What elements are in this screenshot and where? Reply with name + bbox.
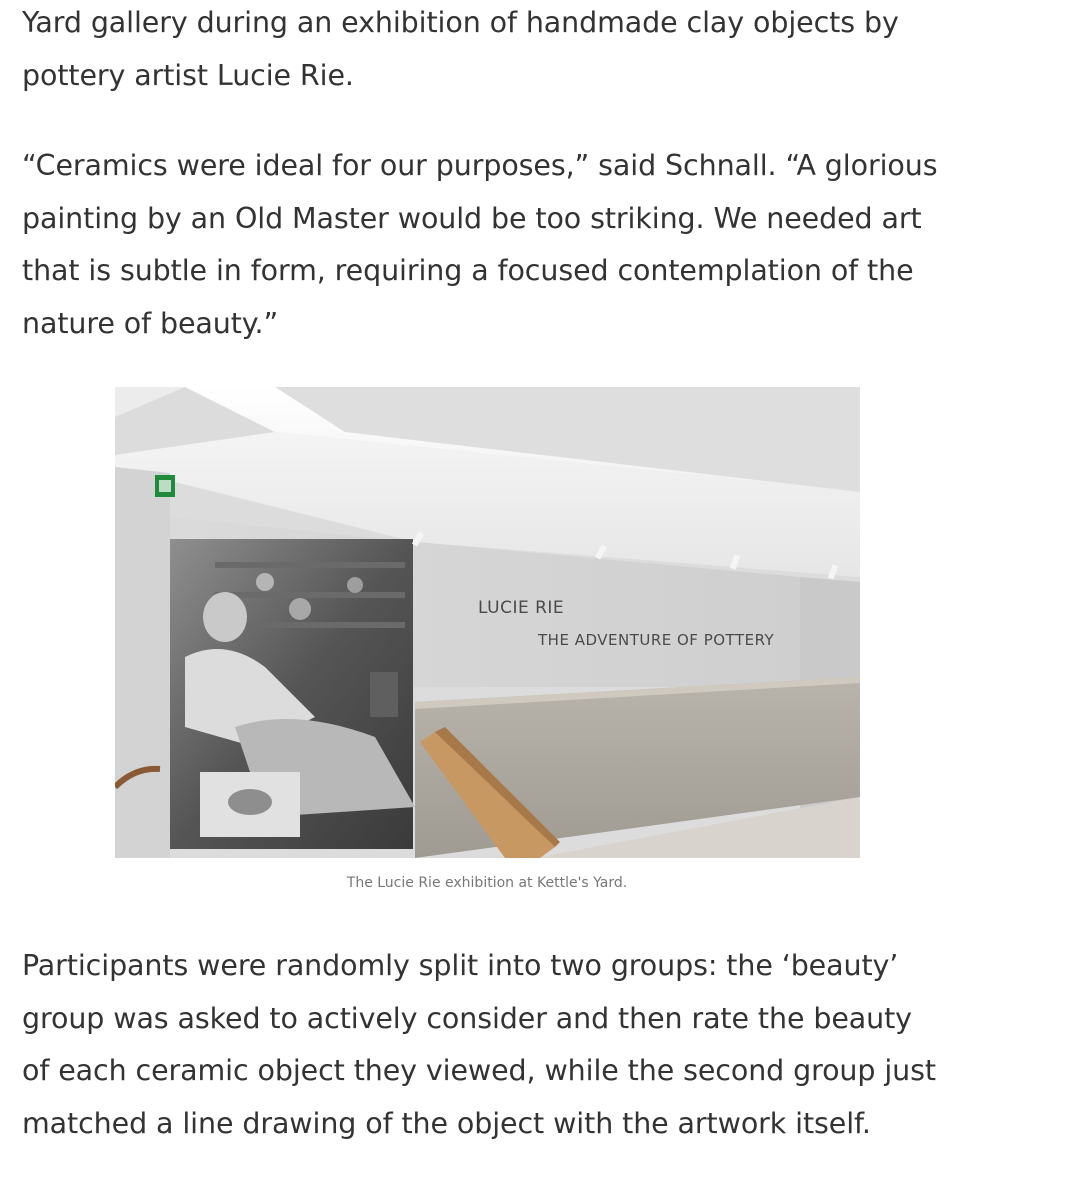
paragraph-line: nature of beauty.” bbox=[22, 306, 279, 340]
paragraph-line: matched a line drawing of the object with the artwork itself. bbox=[22, 1106, 871, 1140]
wall-title: LUCIE RIE bbox=[478, 598, 565, 618]
paragraph-quote bbox=[22, 140, 962, 350]
wall-subtitle: THE ADVENTURE OF POTTERY bbox=[538, 631, 775, 649]
paragraph-line: group was asked to actively consider and then rate the beauty bbox=[22, 1001, 912, 1035]
paragraph-intro bbox=[22, 0, 962, 102]
paragraph-line: “Ceramics were ideal for our purposes,” said Schnall. “A glorious bbox=[22, 149, 938, 182]
paragraph-line: that is subtle in form, requiring a focused contemplation of the bbox=[22, 254, 914, 287]
paragraph-line: pottery artist Lucie Rie. bbox=[22, 58, 354, 92]
paragraph-line: of each ceramic object they viewed, while the second group just bbox=[22, 1054, 936, 1087]
paragraph-line: Yard gallery during an exhibition of handmade clay objects by bbox=[22, 6, 899, 39]
exhibition-photo bbox=[115, 387, 860, 858]
figure-caption: The Lucie Rie exhibition at Kettle's Yard. bbox=[346, 875, 628, 891]
paragraph-method bbox=[22, 940, 962, 1150]
paragraph-line: Participants were randomly split into two groups: the ‘beauty’ bbox=[22, 949, 899, 982]
left-wall bbox=[115, 467, 170, 858]
paragraph-line: painting by an Old Master would be too striking. We needed art bbox=[22, 201, 922, 235]
gallery-photo-illustration bbox=[115, 387, 860, 858]
